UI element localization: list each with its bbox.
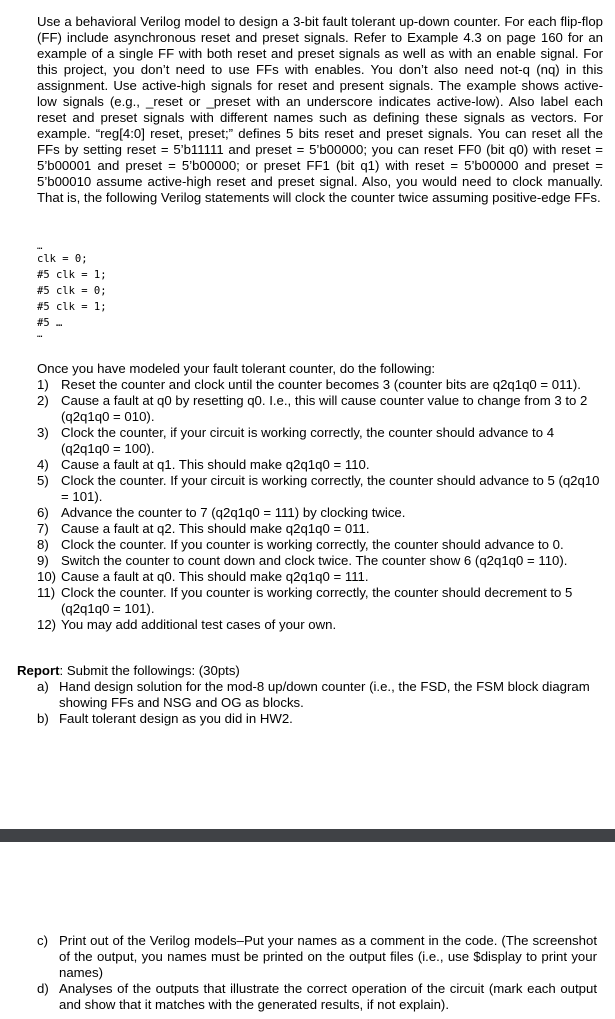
step-item <box>37 505 603 521</box>
report-item-text: Hand design solution for the mod-8 up/down counter (i.e., the FSD, the FSM block diagram showing FFs and NSG and OG as blocks. <box>59 679 590 710</box>
step-number: 10) <box>37 569 57 584</box>
step-item <box>37 473 603 505</box>
step-item <box>37 569 603 585</box>
step-text: Cause a fault at q0 by resetting q0. I.e., this will cause counter value to change from 3 to 2 (q2q1q0 = 010). <box>61 393 588 424</box>
report-item-text: Print out of the Verilog models–Put your names as a comment in the code. (The screenshot of the output, you names must be printed on the output files (i.e., use $display to print your names) <box>59 933 597 980</box>
report-item <box>37 981 597 1013</box>
report-item-letter: b) <box>37 711 49 726</box>
step-text: Clock the counter. If you counter is working correctly, the counter should advance to 0. <box>61 537 564 552</box>
code-line: clk = 0; <box>37 253 88 265</box>
report-item-letter: d) <box>37 981 49 996</box>
step-number: 7) <box>37 521 49 536</box>
step-item <box>37 425 603 457</box>
step-item <box>37 553 603 569</box>
step-item <box>37 521 603 537</box>
report-item-text: Fault tolerant design as you did in HW2. <box>59 711 293 726</box>
step-number: 5) <box>37 473 49 488</box>
report-item <box>37 933 597 981</box>
report-item <box>37 711 597 727</box>
report-list-bottom <box>37 933 597 1013</box>
report-item <box>37 679 597 711</box>
step-number: 12) <box>37 617 57 632</box>
step-text: Cause a fault at q0. This should make q2q1q0 = 111. <box>61 569 369 584</box>
step-item <box>37 377 603 393</box>
code-line: #5 clk = 0; <box>37 285 107 297</box>
step-number: 2) <box>37 393 49 408</box>
step-text: Advance the counter to 7 (q2q1q0 = 111) by clocking twice. <box>61 505 406 520</box>
step-text: Cause a fault at q2. This should make q2q1q0 = 011. <box>61 521 370 536</box>
step-text: Cause a fault at q1. This should make q2q1q0 = 110. <box>61 457 370 472</box>
step-item <box>37 537 603 553</box>
report-item-letter: c) <box>37 933 48 948</box>
code-line: #5 clk = 1; <box>37 301 107 313</box>
code-line: #5 clk = 1; <box>37 269 107 281</box>
step-text: Clock the counter. If you counter is working correctly, the counter should decrement to 5 (q2q1q0 = 101). <box>61 585 573 616</box>
step-item <box>37 585 603 617</box>
step-text: Clock the counter. If your circuit is working correctly, the counter should advance to 5 (q2q10 = 101). <box>61 473 600 504</box>
intro-paragraph: Use a behavioral Verilog model to design a 3-bit fault tolerant up-down counter. For each flip-flop (FF) include asynchronous reset and preset signals. Refer to Example 4.3 on page 160 for an example of a single FF with both reset and preset signals as well as with an enable signal. For this project, you don’t need to use FFs with enables. You don’t also need not-q (nq) in this assignment. Use active-high signals for reset and present signals. The example shows active-low signals (e.g., _reset or _preset with an underscore indicates active-low). Also label each reset and preset signals with different names such as defining these signals as vectors. For example. “reg[4:0] reset, preset;” defines 5 bits reset and preset signals. You can reset all the FFs by setting reset = 5’b11111 and preset = 5’b00000; you can reset FF0 (bit q0) with reset = 5’b00001 and preset = 5’b00000; or preset FF1 (bit q1) with reset = 5’b00000 and preset = 5’b00010 assume active-high reset and preset signal. Also, you would need to clock manually. That is, the following Verilog statements will clock the counter twice assuming positive-edge FFs. <box>37 14 603 205</box>
report-intro: : Submit the followings: (30pts) <box>59 663 240 678</box>
step-number: 6) <box>37 505 49 520</box>
steps-intro: Once you have modeled your fault tolerant counter, do the following: <box>37 361 436 376</box>
step-text: Clock the counter, if your circuit is working correctly, the counter should advance to 4 (q2q1q0 = 100). <box>61 425 555 456</box>
step-number: 11) <box>37 585 56 600</box>
report-item-text: Analyses of the outputs that illustrate the correct operation of the circuit (mark each output and show that it matches with the generated results, if not explain). <box>59 981 597 1012</box>
step-number: 9) <box>37 553 49 568</box>
step-text: Reset the counter and clock until the counter becomes 3 (counter bits are q2q1q0 = 011). <box>61 377 581 392</box>
step-item <box>37 393 603 425</box>
report-list-top <box>37 679 597 727</box>
step-item <box>37 617 603 633</box>
step-item <box>37 457 603 473</box>
page-divider <box>0 829 615 842</box>
steps-list <box>37 377 603 633</box>
step-text: You may add additional test cases of your own. <box>61 617 337 632</box>
step-number: 4) <box>37 457 49 472</box>
verilog-code-block <box>37 243 107 339</box>
step-number: 1) <box>37 377 49 392</box>
step-number: 3) <box>37 425 49 440</box>
step-text: Switch the counter to count down and clock twice. The counter show 6 (q2q1q0 = 110). <box>61 553 568 568</box>
report-item-letter: a) <box>37 679 49 694</box>
code-ellipsis-top: … <box>37 242 43 252</box>
code-ellipsis-bottom: … <box>37 330 43 340</box>
report-label: Report <box>17 663 60 678</box>
step-number: 8) <box>37 537 49 552</box>
report-heading <box>17 663 240 679</box>
code-line: #5 … <box>37 317 63 329</box>
